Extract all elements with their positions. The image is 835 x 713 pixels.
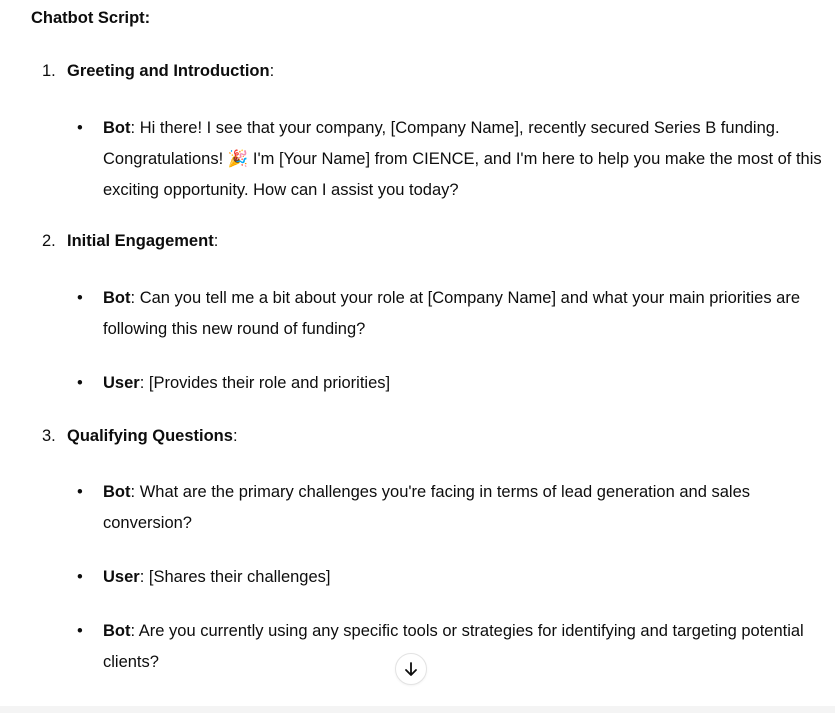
list-item: • User: [Provides their role and priorities] xyxy=(77,374,391,392)
party-popper-icon: 🎉 xyxy=(227,150,249,168)
list-item: • User: [Shares their challenges] xyxy=(77,568,331,586)
section-heading: 1. Greeting and Introduction: xyxy=(42,62,275,80)
arrow-down-icon xyxy=(403,661,419,677)
section-heading: 3. Qualifying Questions: xyxy=(42,427,238,445)
script-title: Chatbot Script: xyxy=(31,9,151,27)
section-heading: 2. Initial Engagement: xyxy=(42,232,219,250)
list-item: • Bot: Are you currently using any specific tools or strategies for identifying and targeting potential clients? xyxy=(77,622,804,671)
composer-area-edge xyxy=(0,706,835,713)
list-item: • Bot: Can you tell me a bit about your role at [Company Name] and what your main priorities are following this new round of funding? xyxy=(77,289,801,338)
list-item: • Bot: Hi there! I see that your company, [Company Name], recently secured Series B funding. Congratulations! 🎉 I'm [Your Name] from CIENCE, and I'm here to help you make the most of this exciting opportunity. How can I assist you today? xyxy=(77,119,822,199)
scroll-to-bottom-button[interactable] xyxy=(395,653,427,685)
list-item: • Bot: What are the primary challenges you're facing in terms of lead generation and sales conversion? xyxy=(77,483,751,532)
